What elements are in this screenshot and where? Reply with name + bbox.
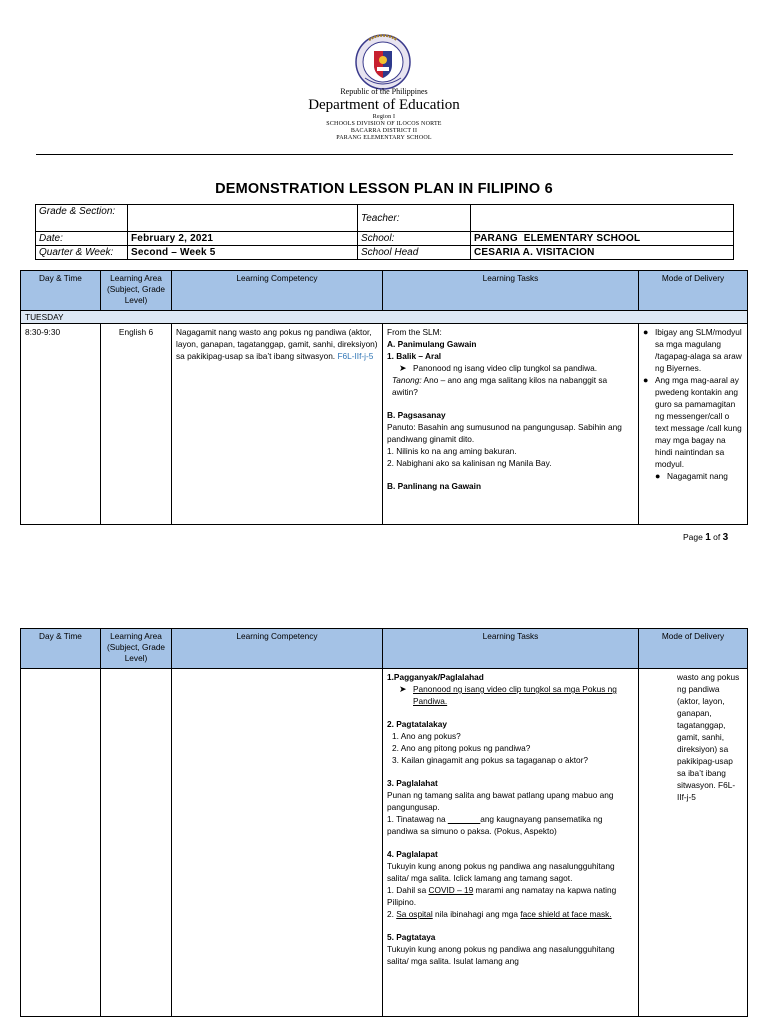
list-item: 1. Ano ang pokus? [392, 731, 461, 741]
lesson-plan-table-continued [20, 628, 748, 1017]
date-label: Date: [36, 232, 128, 246]
panlinang-gawain-title: B. Panlinang na Gawain [387, 481, 482, 491]
date-value: February 2, 2021 [128, 232, 358, 246]
school-field-label: School: [358, 232, 471, 246]
bullet-icon: ● [655, 471, 661, 481]
page-title: DEMONSTRATION LESSON PLAN IN FILIPINO 6 [215, 181, 553, 197]
balik-aral-item: Panonood ng isang video clip tungkol sa pandiwa. [413, 363, 598, 373]
list-item: 1. Tinatawag na _______ang kaugnayang pansematika ng pandiwa sa simuno o paksa. (Pokus, Aspekto) [387, 814, 603, 836]
time-cell [21, 669, 101, 1017]
lesson-plan-table [20, 270, 748, 525]
pagsasanay-instructions: Panuto: Basahin ang sumusunod na pangungusap. Sabihin ang pandiwang ginamit dito. [387, 422, 622, 444]
col-header-day-time: Day & Time [21, 271, 101, 311]
mode-cell [639, 669, 748, 1017]
pagganyak-item: Panonood ng isang video clip tungkol sa mga Pokus ng Pandiwa. [413, 684, 617, 706]
list-item [387, 683, 634, 707]
arrow-bullet-icon: ➤ [399, 684, 407, 694]
school-value: PARANG ELEMENTARY SCHOOL [471, 232, 734, 246]
col-header-tasks: Learning Tasks [383, 629, 639, 669]
header-divider [36, 154, 733, 155]
grade-section-value [128, 205, 358, 232]
competency-code: F6L-IIf-j-5 [337, 351, 374, 361]
panimulang-gawain-title: A. Panimulang Gawain [387, 339, 477, 349]
pagtataya-instructions: Tukuyin kung anong pokus ng pandiwa ang nasalungguhitang salita/ mga salita. Isulat lamang ang [387, 944, 615, 966]
arrow-bullet-icon: ➤ [399, 363, 407, 373]
col-header-tasks: Learning Tasks [383, 271, 639, 311]
paglalapat-instructions: Tukuyin kung anong pokus ng pandiwa ang nasalungguhitang salita/ mga salita. Iclick lamang ang tamang sagot. [387, 861, 615, 883]
competency-cell [172, 324, 383, 525]
deped-seal-icon [355, 34, 411, 90]
list-item: 1. Dahil sa COVID – 19 marami ang namatay na kapwa nating Pilipino. [387, 885, 617, 907]
tasks-cell [383, 324, 639, 525]
pagtatalakay-title: 2. Pagtatalakay [387, 719, 447, 729]
letterhead [0, 87, 768, 142]
paglalahat-instructions: Punan ng tamang salita ang bawat patlang upang mabuo ang pangungusap. [387, 790, 614, 812]
tasks-cell [383, 669, 639, 1017]
bullet-icon: ● [643, 327, 649, 337]
competency-cell [172, 669, 383, 1017]
region-label: Region I [372, 114, 396, 121]
pagtataya-title: 5. Pagtataya [387, 932, 436, 942]
quarter-week-label: Quarter & Week: [36, 246, 128, 260]
list-item [387, 362, 634, 374]
grade-section-label: Grade & Section: [36, 205, 128, 232]
department-label: Department of Education [308, 97, 460, 114]
col-header-mode: Mode of Delivery [639, 271, 748, 311]
list-item: 1. Nilinis ko na ang aming bakuran. [387, 446, 517, 456]
paglalapat-title: 4. Paglalapat [387, 849, 438, 859]
list-item: 2. Sa ospital nila ibinahagi ang mga face shield at face mask. [387, 909, 612, 919]
list-item: 2. Ano ang pitong pokus ng pandiwa? [392, 743, 531, 753]
list-item: ● Ang mga mag-aaral ay pwedeng kontakin ang guro sa pamamagitan ng messenger/call o text message /call kung may mga bagay na hindi naintindan sa modyul. [643, 375, 742, 469]
time-cell: 8:30-9:30 [21, 324, 101, 525]
list-item: ● Ibigay ang SLM/modyul sa mga magulang /tagapag-alaga sa araw ng Biyernes. [643, 327, 742, 373]
subject-cell [101, 669, 172, 1017]
teacher-label: Teacher: [358, 205, 471, 232]
tanong-label: Tanong: [392, 375, 422, 385]
quarter-week-value: Second – Week 5 [128, 246, 358, 260]
info-table [35, 204, 734, 260]
pagsasanay-title: B. Pagsasanay [387, 410, 446, 420]
district-label: BACARRA DISTRICT II [350, 128, 418, 135]
page-number: Page 1 of 3 [683, 532, 729, 543]
list-item: ● Nagagamit nang [655, 471, 728, 481]
teacher-value [471, 205, 734, 232]
republic-label: Republic of the Philippines [340, 87, 428, 96]
fill-blank: _______ [447, 814, 481, 824]
bullet-icon: ● [643, 375, 649, 385]
col-header-learning-area: Learning Area (Subject, Grade Level) [101, 629, 172, 669]
school-label: PARANG ELEMENTARY SCHOOL [336, 135, 432, 142]
division-label: SCHOOLS DIVISION OF ILOCOS NORTE [326, 121, 442, 128]
balik-aral-title: 1. Balik – Aral [387, 351, 442, 361]
school-head-value: CESARIA A. VISITACION [471, 246, 734, 260]
list-item: 3. Kailan ginagamit ang pokus sa tagaganap o aktor? [392, 755, 589, 765]
subject-cell: English 6 [101, 324, 172, 525]
col-header-mode: Mode of Delivery [639, 629, 748, 669]
mode-continued-text: wasto ang pokus ng pandiwa (aktor, layon, ganapan, tagatanggap, gamit, sanhi, direksiyon) sa pakikipag-usap sa iba’t ibang sitwasyon. F6L-IIf-j-5 [677, 672, 740, 802]
mode-cell [639, 324, 748, 525]
day-row: TUESDAY [21, 311, 748, 324]
col-header-day-time: Day & Time [21, 629, 101, 669]
pagganyak-title: 1.Pagganyak/Paglalahad [387, 672, 484, 682]
from-slm-label: From the SLM: [387, 327, 442, 337]
paglalahat-title: 3. Paglalahat [387, 778, 438, 788]
tanong-line [387, 374, 634, 398]
col-header-learning-area: Learning Area (Subject, Grade Level) [101, 271, 172, 311]
competency-text: Nagagamit nang wasto ang pokus ng pandiwa (aktor, layon, ganapan, tagatanggap, gamit, sanhi, direksiyon) sa pakikipag-usap sa iba’t ibang sitwasyon. [176, 327, 378, 361]
col-header-competency: Learning Competency [172, 271, 383, 311]
tanong-text: Ano – ano ang mga salitang kilos na nabanggit sa awitin? [392, 375, 608, 397]
list-item: 2. Nabighani ako sa kalinisan ng Manila Bay. [387, 458, 552, 468]
col-header-competency: Learning Competency [172, 629, 383, 669]
school-head-label: School Head [358, 246, 471, 260]
